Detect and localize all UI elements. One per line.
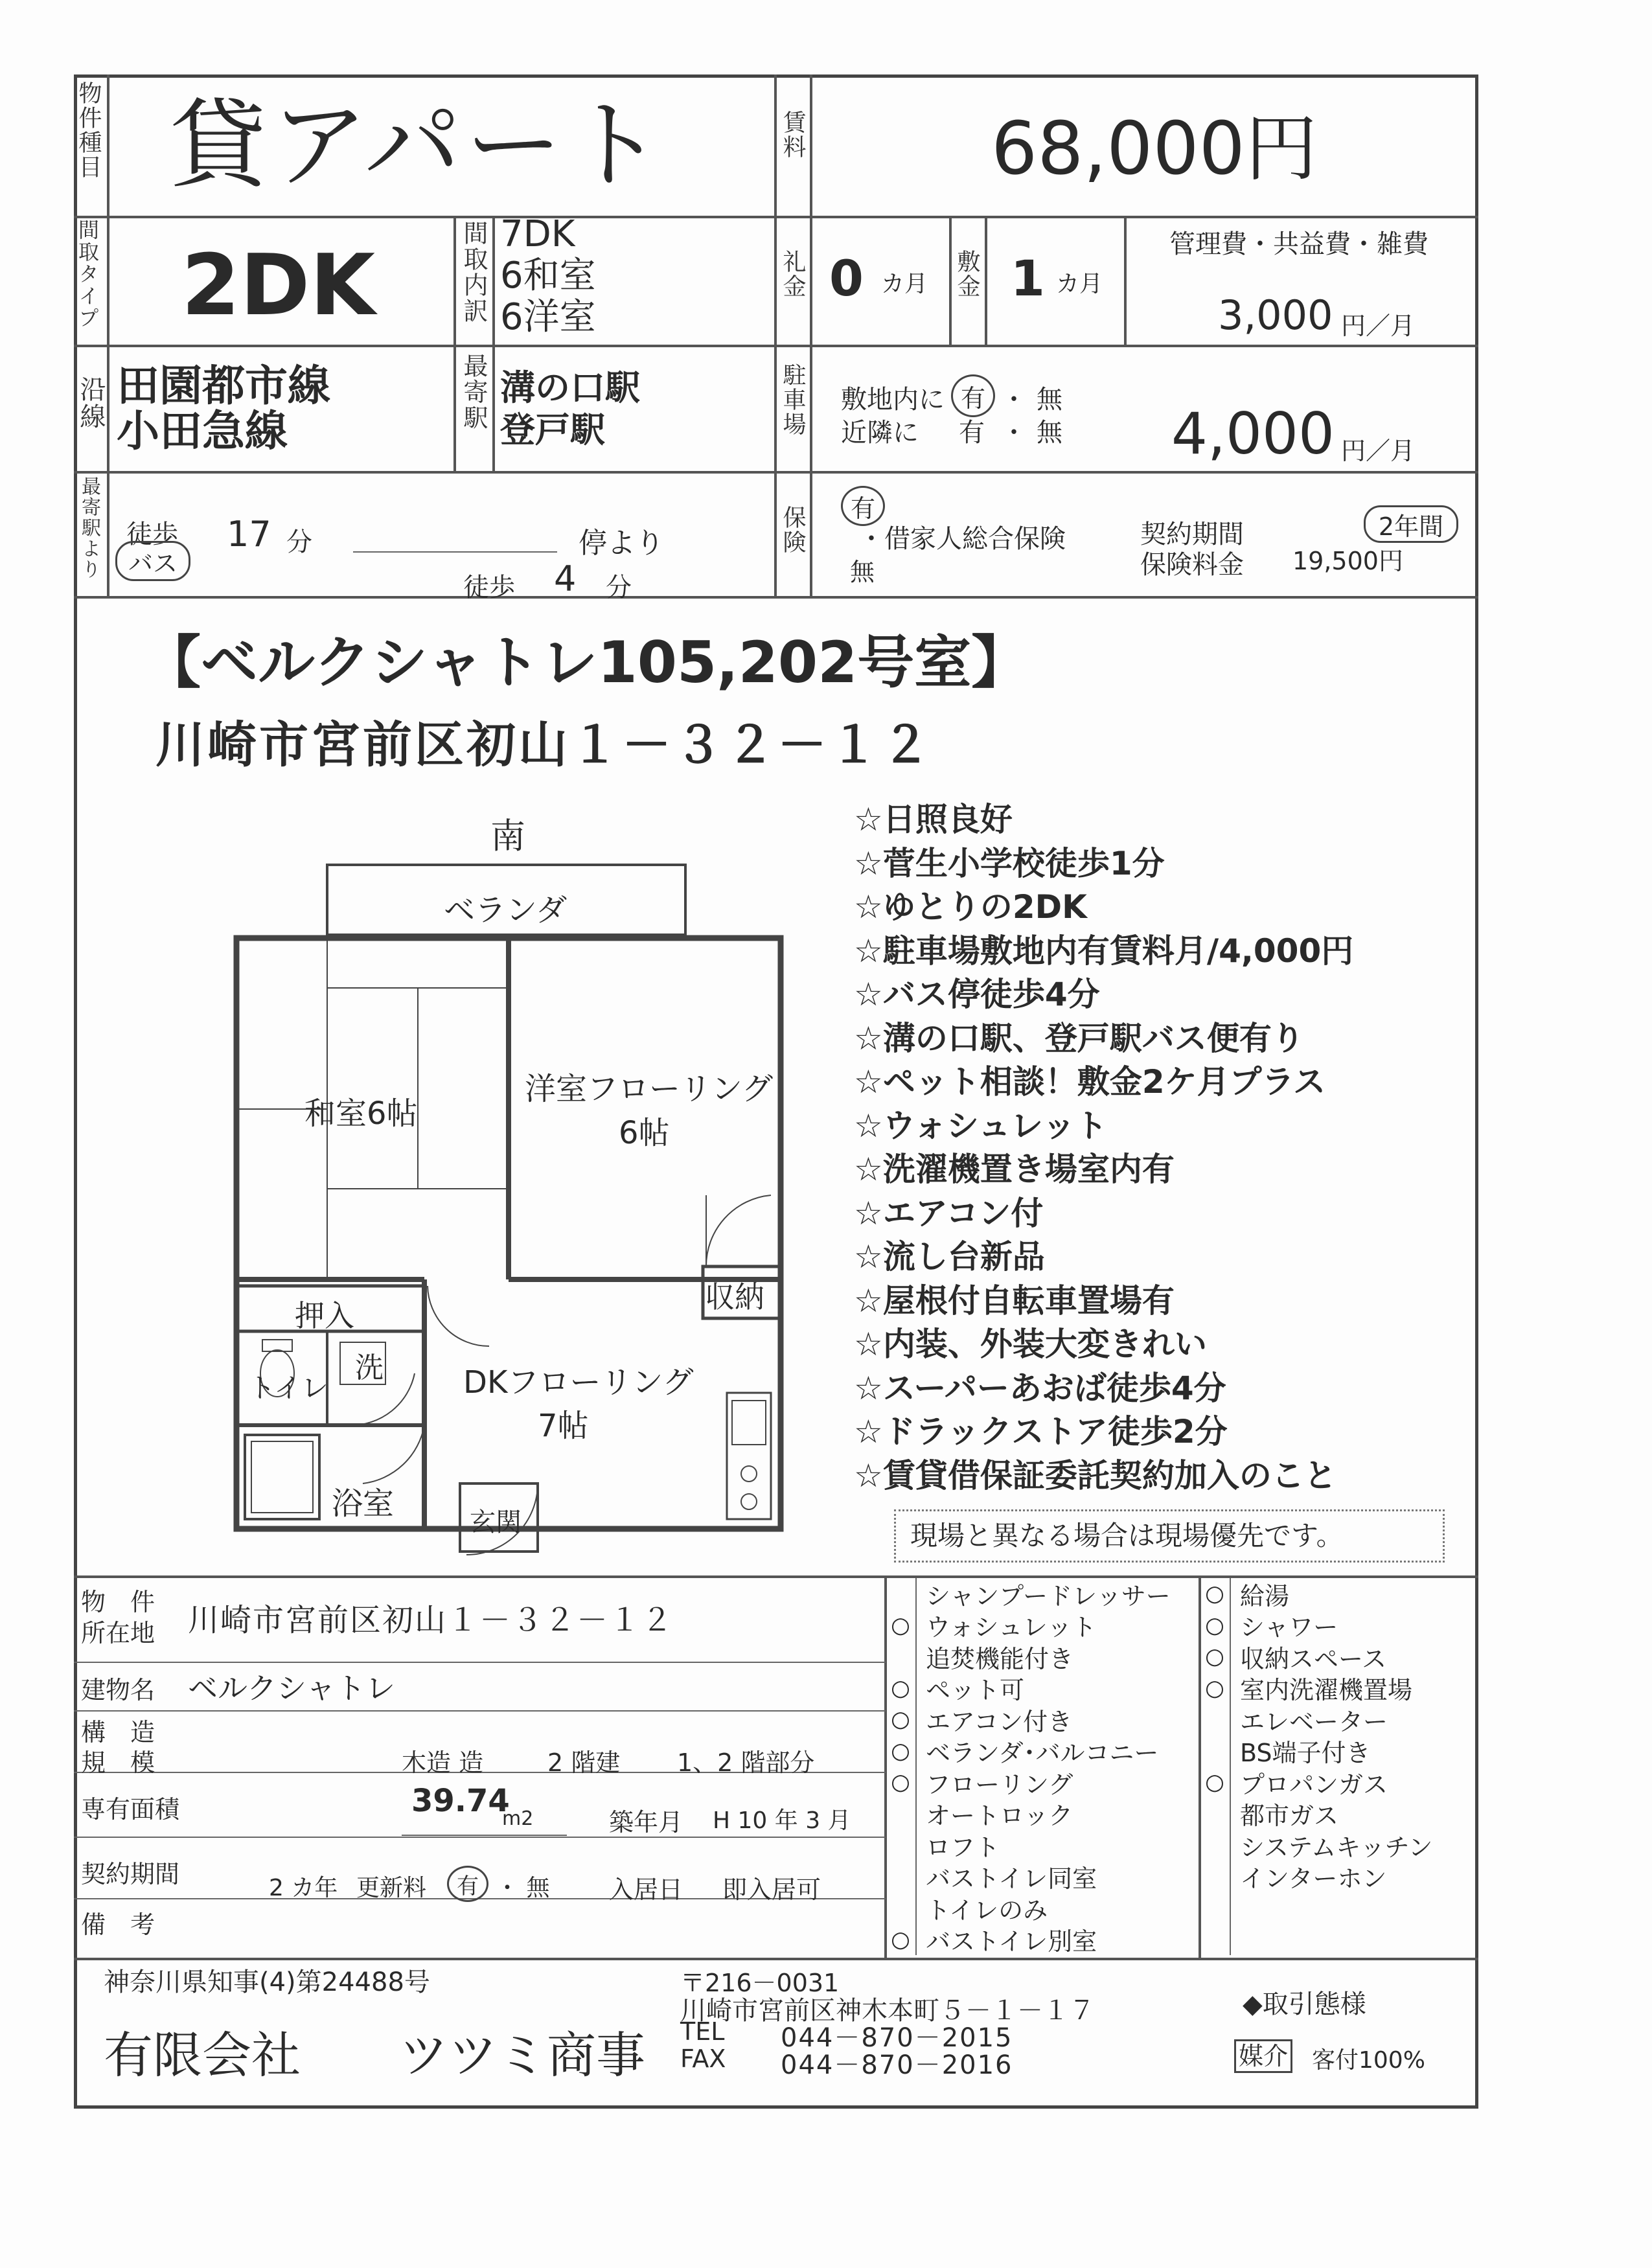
feature-item: ☆日照良好 — [854, 801, 1013, 838]
move-in-value: 即入居可 — [722, 1875, 821, 1904]
parking-label: 駐車場 — [779, 363, 806, 437]
feature-item: ☆バス停徒歩4分 — [854, 976, 1100, 1013]
plan-dk-size: 7帖 — [538, 1408, 589, 1444]
amenity-item — [886, 1641, 1197, 1673]
insurance-label: 保険 — [779, 505, 806, 555]
grid-line — [107, 74, 109, 597]
check-mark — [886, 1578, 917, 1610]
grid-line — [1124, 216, 1127, 345]
check-mark — [886, 1892, 917, 1924]
parking-fee-unit: 円／月 — [1341, 437, 1416, 465]
contract-term: 2年間 — [1364, 505, 1458, 543]
feature-item: ☆溝の口駅、登戸駅バス便有り — [854, 1019, 1304, 1057]
line-label: 沿線 — [76, 376, 106, 430]
amenity-label: ロフト — [926, 1833, 1000, 1862]
amenity-item — [886, 1735, 1197, 1767]
amenity-label: バストイレ同室 — [926, 1864, 1097, 1894]
layout-type-label: 間取タイプ — [75, 219, 100, 329]
feature-item: ☆スーパーあおば徒歩4分 — [854, 1369, 1226, 1407]
amenity-label: 収納スペース — [1240, 1644, 1387, 1673]
amenity-label: シャンプードレッサー — [926, 1581, 1171, 1610]
amenity-item — [1200, 1892, 1477, 1924]
broker-badge: 媒介 — [1234, 2039, 1292, 2073]
check-mark: ○ — [886, 1735, 917, 1767]
company-name: 有限会社 ツツミ商事 — [104, 2026, 645, 2084]
amenity-item — [886, 1704, 1197, 1735]
parking-onsite-yes: 有 — [951, 374, 995, 417]
amenity-label: シャワー — [1240, 1613, 1338, 1642]
area-unit: m2 — [502, 1807, 534, 1830]
insurance-name: 借家人総合保険 — [884, 524, 1066, 554]
amenity-item — [1200, 1610, 1477, 1642]
renewal-rest: ・ 無 — [496, 1875, 550, 1901]
amenity-item — [886, 1829, 1197, 1861]
plan-south-label: 南 — [490, 816, 525, 856]
move-in-label: 入居日 — [609, 1875, 683, 1904]
location-label-2: 所在地 — [81, 1619, 155, 1647]
mgmt-fee-label: 管理費・共益費・雑費 — [1169, 229, 1428, 259]
feature-item: ☆駐車場敷地内有賃料月/4,000円 — [854, 932, 1354, 970]
transaction-label: ◆取引態様 — [1243, 1989, 1366, 2019]
amenity-label: システムキッチン — [1240, 1833, 1433, 1862]
amenities-left — [886, 1578, 1197, 1955]
station-1: 溝の口駅 — [500, 367, 640, 408]
grid-line — [949, 216, 952, 345]
location-value: 川崎市宮前区初山１－３２－１２ — [188, 1602, 674, 1638]
renewal-yes: 有 — [447, 1866, 488, 1902]
feature-list — [854, 798, 1463, 1498]
amenity-item — [886, 1798, 1197, 1830]
check-mark: ○ — [1200, 1641, 1231, 1673]
check-mark: ○ — [1200, 1767, 1231, 1798]
building-name-label: 建物名 — [81, 1676, 155, 1704]
amenity-label: オートロック — [926, 1802, 1073, 1831]
grid-line — [774, 74, 777, 597]
notice-box: 現場と異なる場合は現場優先です。 — [894, 1509, 1445, 1563]
built-value: H 10 年 3 月 — [713, 1807, 851, 1834]
amenity-item — [1200, 1767, 1477, 1798]
mgmt-fee-unit: 円／月 — [1341, 312, 1416, 340]
amenity-label: エアコン付き — [926, 1707, 1073, 1736]
check-mark: ○ — [1200, 1673, 1231, 1704]
amenity-label: ペット可 — [926, 1676, 1025, 1705]
amenity-item — [1200, 1798, 1477, 1830]
feature-item: ☆流し台新品 — [854, 1238, 1045, 1276]
check-mark: ○ — [1200, 1578, 1231, 1610]
check-mark — [1200, 1735, 1231, 1767]
amenity-item — [886, 1673, 1197, 1704]
parking-nearby-yes: 有 — [959, 418, 985, 448]
property-type: 貸アパート — [170, 89, 668, 202]
floor-part-value: 1、2 階部分 — [677, 1748, 815, 1777]
plan-toilet: トイレ — [248, 1372, 328, 1404]
parking-sep-2: ・ — [1001, 418, 1027, 448]
check-mark — [1200, 1924, 1231, 1956]
bus-stop-blank — [353, 551, 557, 553]
bus-minutes-unit: 分 — [286, 527, 312, 557]
building-address: 川崎市宮前区初山１－３２－１２ — [155, 716, 933, 773]
walk-minutes: 4 — [554, 558, 577, 599]
amenity-item — [886, 1924, 1197, 1956]
walk2-label: 徒歩 — [463, 573, 515, 602]
plan-entrance: 玄関 — [470, 1507, 522, 1537]
amenity-label: ベランダ･バルコニー — [926, 1739, 1159, 1768]
key-money-label: 礼金 — [779, 249, 806, 299]
structure-value: 木造 造 — [402, 1748, 484, 1777]
parking-nearby-no: 無 — [1037, 418, 1062, 448]
row-line — [74, 1837, 886, 1838]
amenity-label: 室内洗濯機置場 — [1240, 1676, 1413, 1705]
amenity-item — [1200, 1829, 1477, 1861]
check-mark — [886, 1861, 917, 1893]
grid-line — [810, 74, 812, 597]
area-label: 専有面積 — [81, 1795, 180, 1824]
check-mark — [1200, 1798, 1231, 1830]
grid-line — [74, 1958, 1478, 1960]
insurance-no: 無 — [850, 558, 875, 586]
feature-item: ☆菅生小学校徒歩1分 — [854, 844, 1165, 882]
grid-line — [453, 216, 456, 472]
rent-amount: 68,000円 — [991, 107, 1318, 191]
feature-item: ☆内装、外装大変きれい — [854, 1325, 1207, 1363]
amenity-label: プロパンガス — [1240, 1770, 1388, 1799]
plan-bath: 浴室 — [332, 1485, 395, 1522]
insurance-dot: ・ — [858, 524, 884, 554]
check-mark — [1200, 1829, 1231, 1861]
feature-item: ☆洗濯機置き場室内有 — [854, 1151, 1175, 1188]
plan-wash: 洗 — [355, 1351, 384, 1384]
feature-item: ☆エアコン付 — [854, 1194, 1044, 1232]
check-mark: ○ — [886, 1673, 917, 1704]
tel-label: TEL — [680, 2017, 725, 2046]
layout-type: 2DK — [181, 236, 376, 334]
amenity-item — [1200, 1704, 1477, 1735]
check-mark — [1200, 1892, 1231, 1924]
parking-nearby-label: 近隣に — [841, 418, 919, 448]
layout-detail-3: 6洋室 — [500, 296, 596, 338]
contract-term-label: 契約期間 — [1140, 520, 1244, 549]
parking-onsite-no: 無 — [1037, 385, 1062, 415]
amenity-item — [886, 1578, 1197, 1610]
plan-oshiire: 押入 — [295, 1298, 354, 1333]
station-2: 登戸駅 — [500, 409, 605, 450]
bus-label: バス — [115, 541, 190, 581]
amenity-label: フローリング — [926, 1770, 1073, 1799]
structure-label-2: 規 模 — [81, 1748, 155, 1777]
amenity-item — [886, 1767, 1197, 1798]
remarks-label: 備 考 — [81, 1910, 155, 1939]
amenity-label: ウォシュレット — [926, 1613, 1097, 1642]
layout-detail-2: 6和室 — [500, 255, 596, 297]
layout-detail-1: 7DK — [500, 213, 575, 255]
feature-item: ☆賃貸借保証委託契約加入のこと — [854, 1456, 1337, 1495]
amenity-item — [886, 1892, 1197, 1924]
amenity-item — [1200, 1861, 1477, 1893]
deposit-label: 敷金 — [954, 249, 980, 299]
check-mark: ○ — [886, 1610, 917, 1642]
feature-item: ☆ゆとりの2DK — [854, 888, 1087, 926]
plan-storage: 収納 — [705, 1279, 764, 1314]
amenity-label: BS端子付き — [1240, 1739, 1371, 1768]
insurance-fee: 19,500円 — [1292, 547, 1403, 575]
plan-veranda: ベランダ — [444, 892, 568, 928]
parking-sep: ・ — [1001, 385, 1027, 415]
built-label: 築年月 — [609, 1808, 683, 1837]
tel-number: 044－870－2015 — [781, 2023, 1013, 2053]
grid-line — [492, 216, 495, 472]
contract-value: 2 カ年 — [269, 1875, 338, 1901]
check-mark: ○ — [886, 1767, 917, 1798]
amenity-item — [886, 1610, 1197, 1642]
amenity-item — [1200, 1673, 1477, 1704]
insurance-fee-label: 保険料金 — [1140, 550, 1244, 580]
plan-dk: DKフローリング — [463, 1364, 694, 1401]
check-mark: ○ — [1200, 1610, 1231, 1642]
fax-number: 044－870－2016 — [781, 2050, 1013, 2080]
walk-minutes-unit: 分 — [606, 573, 632, 602]
feature-item: ☆ウォシュレット — [854, 1106, 1108, 1145]
mgmt-fee: 3,000 — [1218, 292, 1333, 339]
station-label: 最寄駅 — [459, 353, 488, 431]
amenity-label: バストイレ別室 — [926, 1927, 1097, 1956]
parking-onsite-label: 敷地内に — [841, 385, 945, 415]
amenity-label: 給湯 — [1240, 1581, 1290, 1610]
check-mark — [1200, 1861, 1231, 1893]
row-line — [74, 1662, 886, 1663]
check-mark — [886, 1641, 917, 1673]
check-mark: ○ — [886, 1924, 917, 1956]
feature-item: ☆屋根付自転車置場有 — [854, 1281, 1175, 1320]
fax-label: FAX — [680, 2045, 726, 2073]
deposit: 1 — [1011, 249, 1045, 307]
rent-label: 賃料 — [779, 110, 806, 159]
license-number: 神奈川県知事(4)第24488号 — [104, 1967, 430, 1997]
rail-line-2: 小田急線 — [117, 406, 288, 456]
area-underline — [402, 1835, 567, 1836]
area-value: 39.74 — [411, 1783, 510, 1819]
amenities-right — [1200, 1578, 1477, 1955]
contract-label: 契約期間 — [81, 1860, 180, 1888]
amenity-item — [1200, 1578, 1477, 1610]
amenity-item — [886, 1861, 1197, 1893]
row-line — [74, 1710, 886, 1712]
check-mark — [886, 1798, 917, 1830]
floors-value: 2 階建 — [547, 1748, 621, 1777]
company-address: 川崎市宮前区神木本町５－１－１７ — [680, 1996, 1095, 2026]
renewal-label: 更新料 — [356, 1875, 427, 1901]
building-title: 【ベルクシャトレ105,202号室】 — [144, 629, 1029, 696]
structure-label-1: 構 造 — [81, 1718, 155, 1747]
postal-code: 〒216－0031 — [680, 1969, 840, 1997]
layout-detail-label: 間取内訳 — [459, 220, 488, 324]
stop-label: 停より — [579, 527, 664, 560]
rail-line-1: 田園都市線 — [117, 361, 330, 411]
amenity-item — [1200, 1641, 1477, 1673]
amenity-label: トイレのみ — [926, 1896, 1048, 1925]
check-mark — [1200, 1704, 1231, 1735]
amenity-label: インターホン — [1240, 1864, 1387, 1894]
insurance-yes: 有 — [841, 486, 885, 526]
amenity-label: エレベーター — [1240, 1707, 1388, 1736]
bus-minutes: 17 — [227, 514, 271, 555]
amenity-item — [1200, 1735, 1477, 1767]
property-type-label: 物件種目 — [75, 81, 102, 179]
plan-washitsu: 和室6帖 — [304, 1095, 418, 1132]
parking-fee: 4,000 — [1171, 400, 1335, 467]
from-station-label: 最寄駅より — [78, 476, 100, 580]
feature-item: ☆ドラックストア徒歩2分 — [854, 1413, 1228, 1450]
amenity-label: 追焚機能付き — [926, 1644, 1074, 1673]
deposit-unit: カ月 — [1056, 271, 1103, 297]
broker-fee: 客付100% — [1312, 2047, 1425, 2074]
check-mark: ○ — [886, 1704, 917, 1735]
amenity-item — [1200, 1924, 1477, 1956]
location-label-1: 物 件 — [81, 1588, 155, 1616]
check-mark — [886, 1829, 917, 1861]
amenity-label: 都市ガス — [1240, 1802, 1339, 1831]
plan-yoshitsu: 洋室フローリング — [525, 1071, 774, 1107]
grid-line — [985, 216, 987, 345]
building-name: ベルクシャトレ — [188, 1671, 396, 1706]
key-money-unit: カ月 — [881, 271, 928, 297]
key-money: 0 — [829, 249, 864, 307]
plan-yoshitsu-size: 6帖 — [619, 1115, 670, 1151]
feature-item: ☆ペット相談！敷金2ケ月プラス — [854, 1063, 1326, 1101]
walk-label: 徒歩 — [126, 520, 178, 549]
